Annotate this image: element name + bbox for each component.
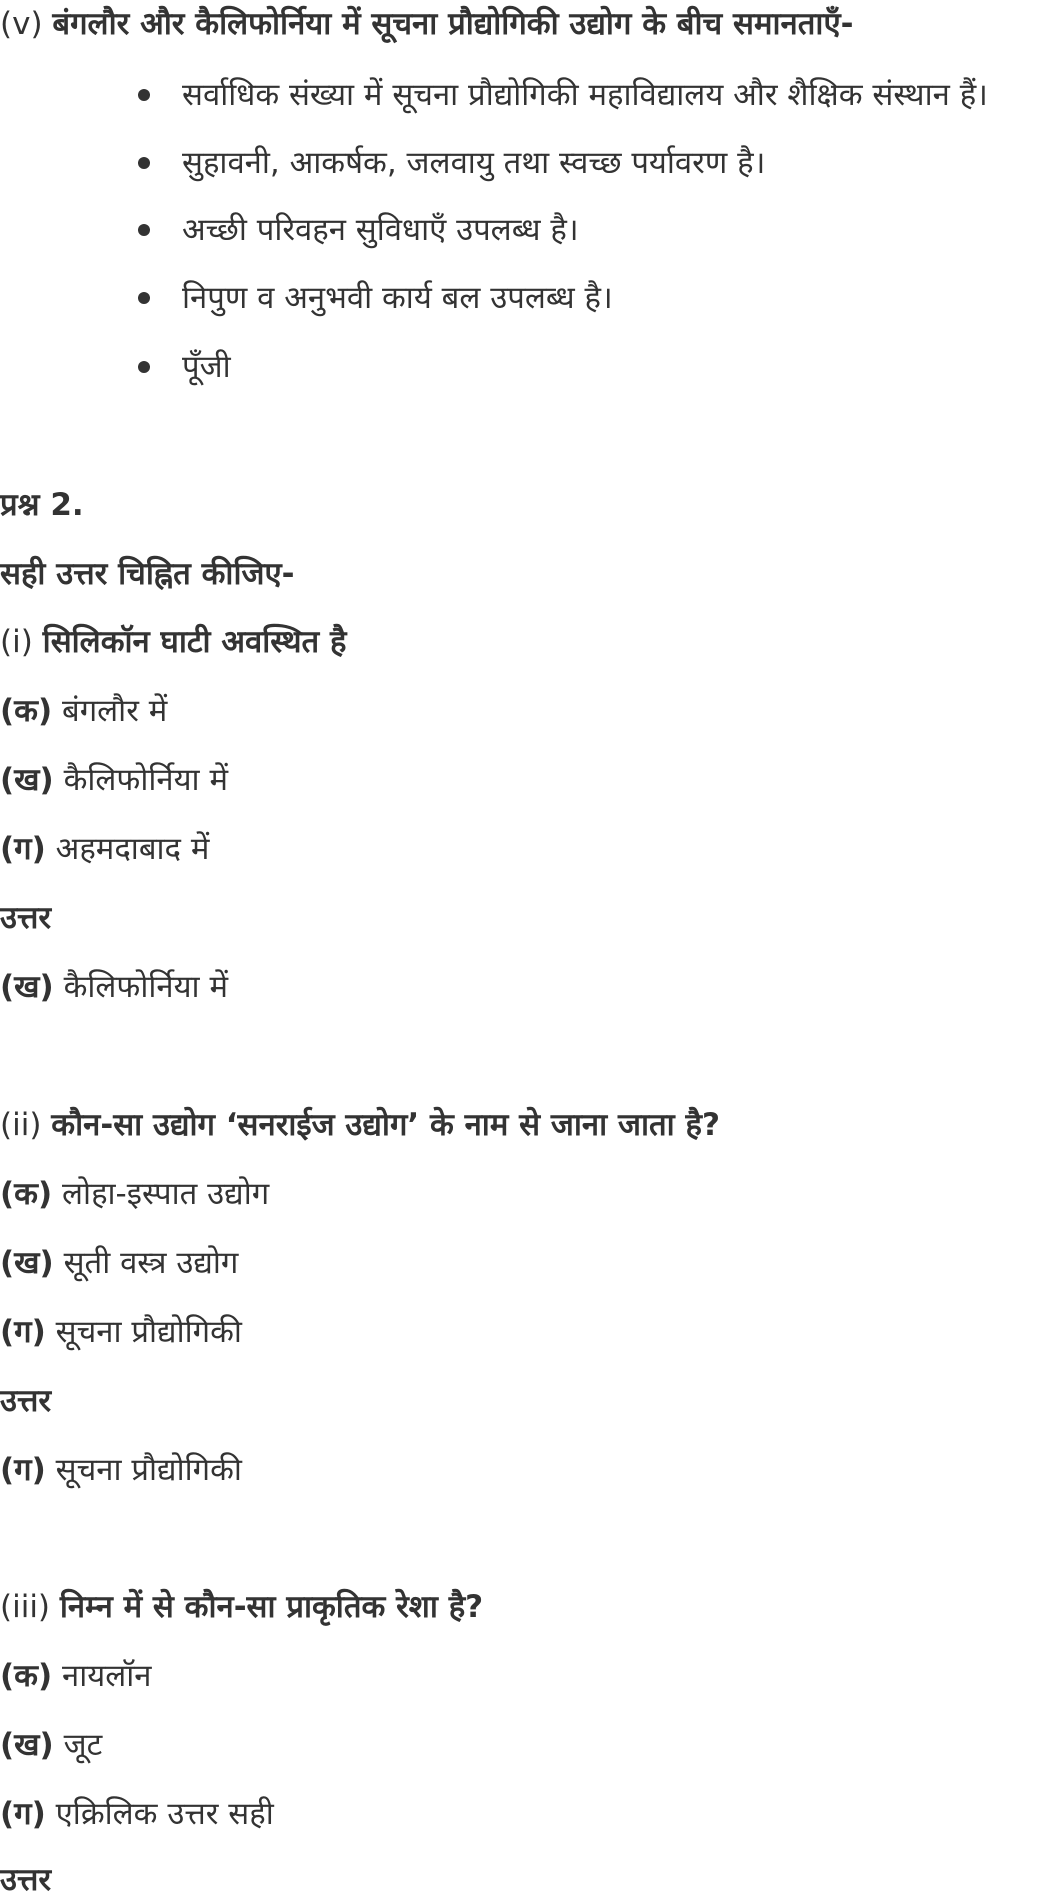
answer-row	[0, 1450, 242, 1490]
option-key: (क)	[0, 1176, 53, 1212]
question-number: (ii)	[0, 1107, 42, 1143]
bullet-dot-icon	[138, 224, 150, 236]
option-text: सूती वस्त्र उद्योग	[63, 1245, 239, 1281]
question-number: (i)	[0, 624, 33, 660]
option-text: सूचना प्रौद्योगिकी	[55, 1314, 242, 1350]
answer-label: उत्तर	[0, 900, 52, 936]
question-text: सिलिकॉन घाटी अवस्थित है	[42, 624, 347, 660]
bullet-dot-icon	[138, 361, 150, 373]
answer-row	[0, 967, 228, 1007]
answer-text: कैलिफोर्निया में	[63, 969, 228, 1005]
bullet-dot-icon	[138, 89, 150, 101]
question-number: (iii)	[0, 1589, 51, 1625]
option-row	[0, 1243, 238, 1283]
option-text: अहमदाबाद में	[55, 831, 210, 867]
question-iii	[0, 1587, 483, 1627]
option-row	[0, 691, 167, 731]
bullet-item: सुहावनी, आकर्षक, जलवायु तथा स्वच्छ पर्यावरण है।	[138, 143, 765, 183]
answer-label: उत्तर	[0, 1862, 52, 1895]
question-2-label: प्रश्न 2.	[0, 487, 84, 523]
option-row	[0, 829, 209, 869]
question-text: कौन-सा उद्योग ‘सनराईज उद्योग’ के नाम से जाना जाता है?	[51, 1107, 720, 1143]
option-row	[0, 1794, 274, 1834]
option-key: (क)	[0, 693, 53, 729]
bullet-dot-icon	[138, 292, 150, 304]
option-row	[0, 1312, 242, 1352]
answer-label: उत्तर	[0, 1383, 52, 1419]
question-text: निम्न में से कौन-सा प्राकृतिक रेशा है?	[59, 1589, 484, 1625]
bullet-dot-icon	[138, 157, 150, 169]
option-row	[0, 1656, 151, 1696]
option-text: लोहा-इस्पात उद्योग	[62, 1176, 270, 1212]
option-text: एक्रिलिक उत्तर सही	[55, 1796, 274, 1832]
bullet-item: पूँजी	[138, 347, 231, 387]
bullet-item: सर्वाधिक संख्या में सूचना प्रौद्योगिकी महाविद्यालय और शैक्षिक संस्थान हैं।	[138, 75, 988, 115]
bullet-item: अच्छी परिवहन सुविधाएँ उपलब्ध है।	[138, 210, 579, 250]
option-key: (ग)	[0, 1314, 46, 1350]
option-key: (ख)	[0, 762, 54, 798]
option-key: (ग)	[0, 1796, 46, 1832]
answer-text: सूचना प्रौद्योगिकी	[55, 1452, 242, 1488]
option-row	[0, 1174, 269, 1214]
option-key: (ख)	[0, 1245, 54, 1281]
option-row	[0, 1725, 102, 1765]
option-text: नायलॉन	[62, 1658, 152, 1694]
section-v-title: बंगलौर और कैलिफोर्निया में सूचना प्रौद्योगिकी उद्योग के बीच समानताएँ-	[52, 6, 854, 42]
bullet-item: निपुण व अनुभवी कार्य बल उपलब्ध है।	[138, 278, 613, 318]
question-ii	[0, 1105, 720, 1145]
answer-key: (ग)	[0, 1452, 46, 1488]
option-key: (ख)	[0, 1727, 54, 1763]
section-v-heading	[0, 4, 853, 44]
question-2-instruction: सही उत्तर चिह्नित कीजिए-	[0, 556, 295, 592]
option-key: (ग)	[0, 831, 46, 867]
option-key: (क)	[0, 1658, 53, 1694]
section-v-prefix: (v)	[0, 6, 43, 42]
option-text: कैलिफोर्निया में	[63, 762, 228, 798]
option-text: बंगलौर में	[62, 693, 168, 729]
answer-key: (ख)	[0, 969, 54, 1005]
option-row	[0, 760, 228, 800]
question-i	[0, 622, 346, 662]
option-text: जूट	[63, 1727, 103, 1763]
